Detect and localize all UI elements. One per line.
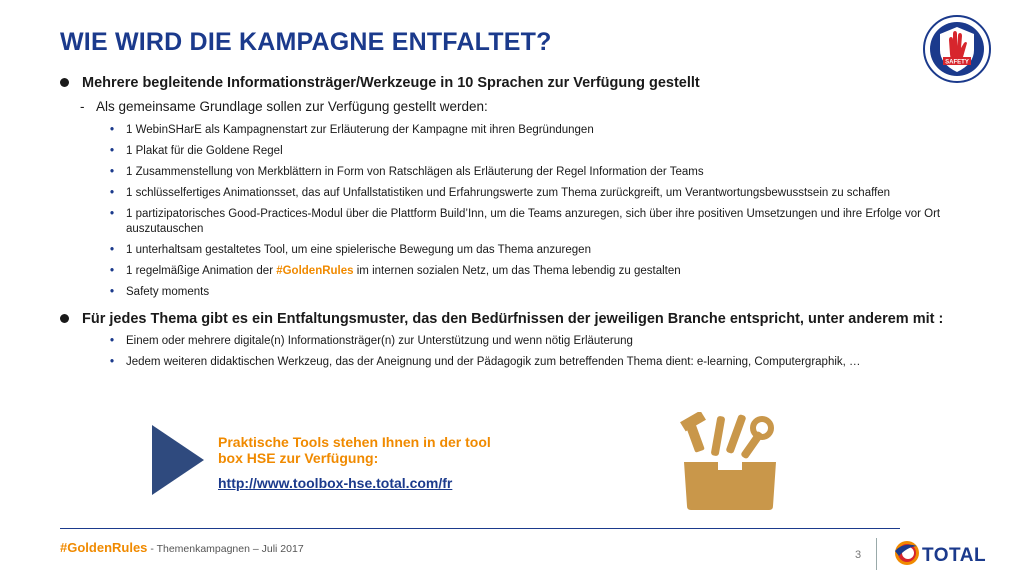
list-item bbox=[60, 123, 960, 138]
list-item bbox=[60, 264, 960, 279]
footer-separator bbox=[876, 538, 877, 570]
total-logo-icon bbox=[893, 538, 921, 568]
list-item bbox=[60, 243, 960, 258]
bullet-deployment-pattern bbox=[60, 310, 960, 328]
bullet-dot-icon bbox=[60, 78, 69, 87]
list-item bbox=[60, 285, 960, 300]
footer bbox=[60, 540, 304, 555]
list-item-text-pre: 1 regelmäßige Animation der bbox=[126, 265, 277, 277]
footer-hashtag: #GoldenRules bbox=[60, 540, 148, 555]
bullet-text: Für jedes Thema gibt es ein Entfaltungsmuster, das den Bedürfnissen der jeweiligen Branche entspricht, unter anderem mit : bbox=[82, 311, 944, 327]
dash-icon: - bbox=[80, 99, 85, 114]
bullet-icon: • bbox=[110, 356, 115, 368]
bullet-icon: • bbox=[110, 166, 115, 178]
page-number: 3 bbox=[855, 549, 862, 561]
svg-text:SAFETY: SAFETY bbox=[945, 59, 969, 66]
list-item bbox=[60, 186, 960, 201]
arrow-triangle-icon bbox=[152, 425, 204, 495]
total-logo-text: TOTAL bbox=[922, 545, 987, 566]
list-item-text: 1 schlüsselfertiges Animationsset, das auf Unfallstatistiken und Erfahrungswerte zum Thema zurückgreift, um Verantwortungsbewusstsein zu schaffen bbox=[126, 187, 891, 199]
goldenrules-hashtag: #GoldenRules bbox=[276, 265, 354, 277]
sub-bullet-text: Als gemeinsame Grundlage sollen zur Verfügung gestellt werden: bbox=[96, 99, 488, 114]
bullet-icon: • bbox=[110, 335, 115, 347]
slide-title: WIE WIRD DIE KAMPAGNE ENTFALTET? bbox=[60, 28, 552, 56]
list-item-text-post: im internen sozialen Netz, um das Thema lebendig zu gestalten bbox=[353, 265, 681, 277]
promo-box bbox=[218, 434, 518, 493]
list-item-text: Jedem weiteren didaktischen Werkzeug, das der Aneignung und der Pädagogik zum betreffenden Thema dient: e-learning, Computergraphik, … bbox=[126, 356, 861, 368]
list-item-text: 1 Plakat für die Goldene Regel bbox=[126, 145, 283, 157]
list-item-text: Einem oder mehrere digitale(n) Informationsträger(n) zur Unterstützung und wenn nötig Erläuterung bbox=[126, 335, 633, 347]
bullet-icon: • bbox=[110, 286, 115, 298]
list-item bbox=[60, 207, 960, 237]
content-area bbox=[60, 72, 960, 376]
list-item bbox=[60, 144, 960, 159]
bullet-icon: • bbox=[110, 124, 115, 136]
toolbox-icon bbox=[680, 412, 780, 512]
list-item bbox=[60, 334, 960, 349]
bullet-icon: • bbox=[110, 145, 115, 157]
list-item-text: 1 partizipatorisches Good-Practices-Modul über die Plattform Build’Inn, um die Teams anzuregen, sich über ihre positiven Umsetzungen und ihre Erfolge vor Ort auszutauschen bbox=[126, 208, 941, 235]
list-item-text: 1 Zusammenstellung von Merkblättern in Form von Ratschlägen als Erläuterung der Regel Information der Teams bbox=[126, 166, 704, 178]
list-item bbox=[60, 355, 960, 370]
footer-divider bbox=[60, 528, 900, 529]
bullet-icon: • bbox=[110, 208, 115, 220]
bullet-text: Mehrere begleitende Informationsträger/Werkzeuge in 10 Sprachen zur Verfügung gestellt bbox=[82, 75, 700, 91]
list-item-text: Safety moments bbox=[126, 286, 210, 298]
bullet-dot-icon bbox=[60, 314, 69, 323]
bullet-info-media bbox=[60, 74, 960, 92]
toolbox-link[interactable]: http://www.toolbox-hse.total.com/fr bbox=[218, 475, 453, 491]
sub-bullet-foundation bbox=[60, 98, 960, 115]
bullet-icon: • bbox=[110, 244, 115, 256]
list-item bbox=[60, 165, 960, 180]
list-item-text: 1 WebinSHarE als Kampagnenstart zur Erläuterung der Kampagne mit ihren Begründungen bbox=[126, 124, 594, 136]
footer-subtitle: - Themenkampagnen – Juli 2017 bbox=[147, 543, 304, 555]
bullet-icon: • bbox=[110, 265, 115, 277]
bullet-icon: • bbox=[110, 187, 115, 199]
list-item-text: 1 unterhaltsam gestaltetes Tool, um eine spielerische Bewegung um das Thema anzuregen bbox=[126, 244, 591, 256]
promo-text: Praktische Tools stehen Ihnen in der tool box HSE zur Verfügung: bbox=[218, 434, 491, 466]
